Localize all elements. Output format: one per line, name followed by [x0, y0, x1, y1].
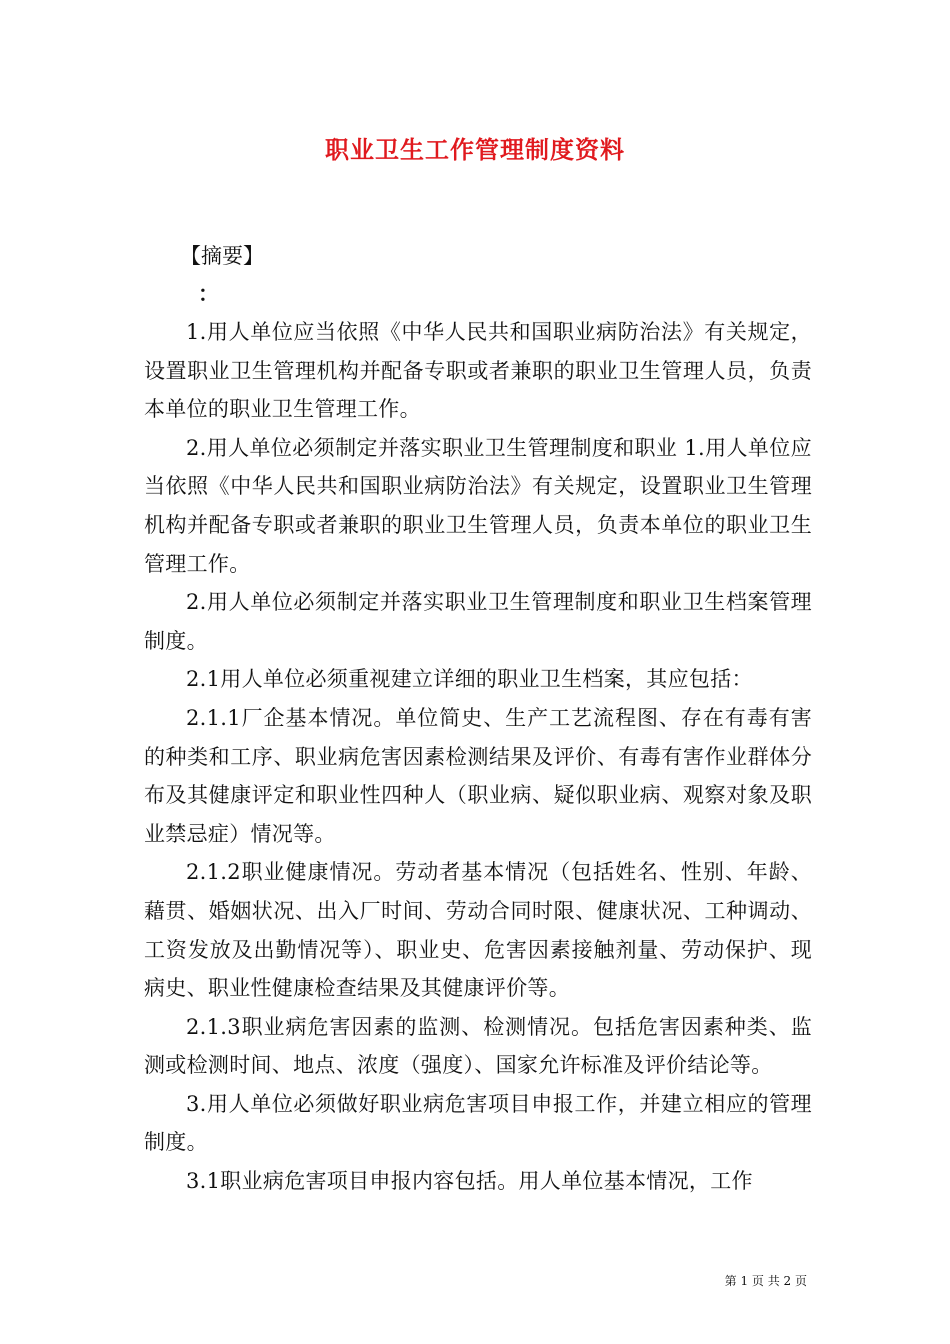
paragraph: 1.用人单位应当依照《中华人民共和国职业病防治法》有关规定，设置职业卫生管理机构并配备专职或者兼职的职业卫生管理人员，负责本单位的职业卫生管理工作。	[144, 320, 812, 422]
page-number-footer: 第 1 页 共 2 页	[724, 1274, 807, 1288]
paragraph: 3.1职业病危害项目申报内容包括。用人单位基本情况，工作	[186, 1169, 753, 1194]
summary-label: 【摘要】	[180, 244, 264, 268]
paragraph: 2.用人单位必须制定并落实职业卫生管理制度和职业 1.用人单位应当依照《中华人民共和国职业病防治法》有关规定，设置职业卫生管理机构并配备专职或者兼职的职业卫生管理人员，负责本单位的职业卫生管理工作。	[144, 435, 812, 576]
document-body	[144, 313, 812, 1201]
summary-colon: ：	[198, 281, 219, 306]
paragraph: 2.用人单位必须制定并落实职业卫生管理制度和职业卫生档案管理制度。	[144, 590, 812, 653]
paragraph: 2.1.3职业病危害因素的监测、检测情况。包括危害因素种类、监测或检测时间、地点、浓度（强度）、国家允许标准及评价结论等。	[144, 1014, 812, 1078]
paragraph: 2.1.2职业健康情况。劳动者基本情况（包括姓名、性别、年龄、藉贯、婚姻状况、出入厂时间、劳动合同时限、健康状况、工种调动、工资发放及出勤情况等）、职业史、危害因素接触剂量、劳动保护、现病史、职业性健康检查结果及其健康评价等。	[144, 860, 812, 1001]
paragraph: 3.用人单位必须做好职业病危害项目申报工作，并建立相应的管理制度。	[144, 1091, 812, 1155]
document-title: 职业卫生工作管理制度资料	[325, 135, 625, 164]
paragraph: 2.1.1厂企基本情况。单位简史、生产工艺流程图、存在有毒有害的种类和工序、职业病危害因素检测结果及评价、有毒有害作业群体分布及其健康评定和职业性四种人（职业病、疑似职业病、观察对象及职业禁忌症）情况等。	[144, 705, 812, 846]
paragraph: 2.1用人单位必须重视建立详细的职业卫生档案，其应包括：	[186, 667, 753, 692]
